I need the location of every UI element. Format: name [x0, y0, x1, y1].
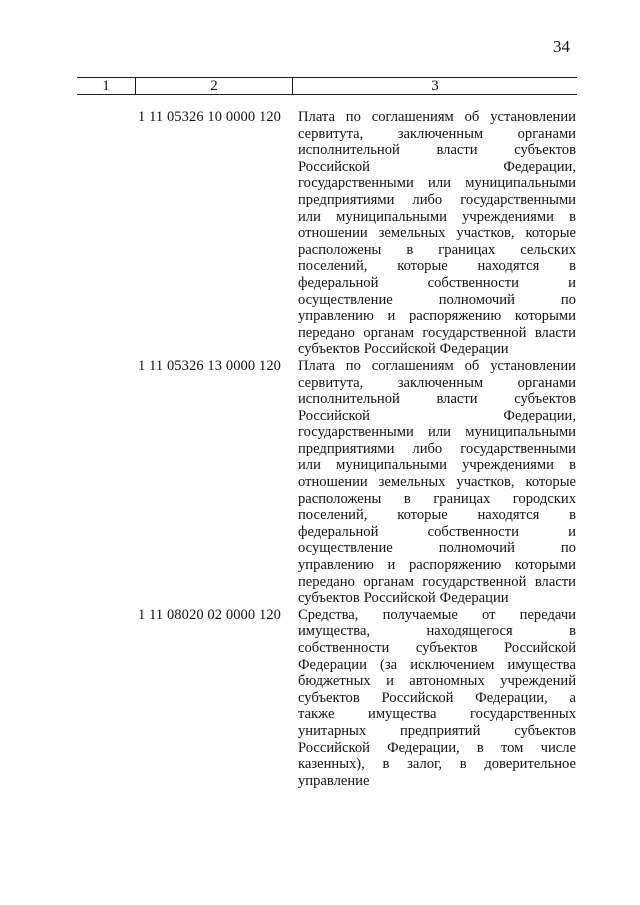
word: земельных [378, 474, 446, 491]
word: находящегося [426, 623, 513, 640]
word: учреждениями [462, 208, 554, 225]
description-line [298, 773, 576, 790]
description-line [298, 391, 576, 408]
word: в [569, 507, 576, 524]
word: собственности [427, 523, 519, 540]
description-line [298, 706, 576, 723]
word: заключенным [397, 125, 484, 142]
word: или [428, 424, 451, 441]
description-line [298, 424, 576, 441]
word: в [406, 241, 414, 258]
word: в [476, 739, 484, 756]
word: доверительное [484, 756, 576, 773]
word: и [568, 523, 576, 540]
word: в [459, 756, 467, 773]
word: в [382, 756, 390, 773]
column-header-1: 1 [102, 77, 110, 94]
word: числе [540, 739, 576, 756]
word: осуществление [298, 540, 393, 557]
description-line [298, 723, 576, 740]
word: поселений, [298, 258, 368, 275]
description-line [298, 457, 576, 474]
word: соглашениям [371, 357, 454, 374]
budget-code: 1 11 05326 13 0000 120 [138, 357, 282, 374]
word: передано [298, 573, 355, 590]
description-line [298, 607, 576, 624]
word: субъектов [514, 142, 576, 159]
word: органам [363, 324, 414, 341]
word: установлении [490, 109, 576, 125]
description-line [298, 159, 576, 176]
word: муниципальными [336, 457, 447, 474]
word: границах [438, 241, 496, 258]
word: исполнительной [298, 142, 400, 159]
word: в [569, 258, 576, 275]
table-row [138, 358, 578, 607]
description-line [298, 574, 576, 591]
word: в [569, 208, 576, 225]
table-row [138, 109, 578, 358]
word: учреждениями [462, 457, 554, 474]
word: субъектов [514, 391, 576, 408]
word: Федерации, [503, 158, 576, 175]
word: том [500, 739, 524, 756]
description-line [298, 590, 576, 607]
word: полномочий [438, 291, 515, 308]
word: осуществление [298, 291, 393, 308]
word: органами [517, 125, 576, 142]
word: муниципальными [465, 424, 576, 441]
budget-code: 1 11 05326 10 0000 120 [138, 109, 282, 125]
word: отношении [298, 474, 368, 491]
word: государственной [422, 573, 527, 590]
word: находятся [477, 507, 540, 524]
word: по [560, 540, 576, 557]
word: Федерации, [503, 407, 576, 424]
word: управлению [298, 557, 374, 574]
word: которые [397, 507, 448, 524]
description-line [298, 258, 576, 275]
word: федеральной [298, 523, 379, 540]
description-line [298, 175, 576, 192]
word: которые [397, 258, 448, 275]
word: предприятиями [298, 440, 395, 457]
word: заключенным [397, 374, 484, 391]
word: сервитута, [298, 125, 364, 142]
word: Российской [298, 739, 370, 756]
word: государственной [422, 324, 527, 341]
description-line [298, 474, 576, 491]
word: предприятиями [298, 191, 395, 208]
word: Российской [381, 689, 454, 706]
word: управлению [298, 308, 374, 325]
word: Российской [504, 640, 576, 656]
word: исключением [410, 656, 495, 673]
word: власти [534, 324, 576, 341]
word: федеральной [298, 274, 379, 291]
description-line [298, 623, 576, 640]
word: сервитута, [298, 374, 364, 391]
word: которыми [514, 308, 576, 325]
description-line [298, 756, 576, 773]
word: в [569, 623, 576, 640]
word: и [387, 557, 396, 574]
word: границах [433, 490, 491, 507]
word: которыми [514, 557, 576, 574]
word: предприятий [399, 722, 481, 739]
description-line [298, 109, 576, 126]
word: государственными [460, 191, 576, 208]
word: власти [534, 573, 576, 590]
word: по [560, 291, 576, 308]
description-line [298, 690, 576, 707]
word: получаемые [382, 606, 458, 623]
word: органами [517, 374, 576, 391]
word: по [345, 357, 361, 374]
word: распоряжению [408, 308, 502, 325]
word: субъектов [514, 722, 576, 739]
description-line [298, 507, 576, 524]
word: муниципальными [336, 208, 447, 225]
table-row [138, 607, 578, 790]
word: находятся [477, 258, 540, 275]
description-line [298, 225, 576, 242]
description-line [298, 740, 576, 757]
word: собственности [427, 274, 519, 291]
word: власти [436, 391, 478, 408]
word: органам [363, 573, 414, 590]
word: Федерации, [475, 689, 548, 706]
word: власти [436, 142, 478, 159]
word: отношении [298, 225, 368, 242]
word: об [464, 109, 480, 125]
word: либо [412, 440, 443, 457]
word: унитарных [298, 722, 367, 739]
word: полномочий [438, 540, 515, 557]
word: поселений, [298, 507, 368, 524]
word: (за [380, 656, 398, 673]
description-line [298, 540, 576, 557]
word: государственными [460, 440, 576, 457]
word: распоряжению [408, 557, 502, 574]
description-line [298, 292, 576, 309]
word: и [386, 673, 394, 690]
description-line [298, 192, 576, 209]
word: и [568, 274, 576, 291]
description-line [298, 142, 576, 159]
word: земельных [378, 225, 446, 242]
description-line [298, 673, 576, 690]
column-header-2: 2 [135, 78, 292, 94]
word: субъектов [298, 590, 360, 607]
word: государственных [469, 706, 576, 723]
description-line [298, 358, 576, 375]
word: которые [525, 225, 576, 242]
word: имущества [507, 656, 576, 673]
word: по [345, 109, 361, 125]
budget-code: 1 11 08020 02 0000 120 [138, 606, 282, 623]
word: Плата [298, 109, 335, 125]
description-line [298, 524, 576, 541]
word: Российской [298, 407, 370, 424]
page-number: 34 [553, 37, 570, 56]
table-body [138, 109, 578, 789]
word: установлении [490, 357, 576, 374]
word: Федерации [298, 656, 367, 673]
word: участков, [456, 474, 515, 491]
word: Российской [298, 158, 370, 175]
word: или [298, 208, 321, 225]
word: или [298, 457, 321, 474]
word: и [387, 308, 396, 325]
word: участков, [456, 225, 515, 242]
description-line [298, 441, 576, 458]
word: либо [412, 191, 443, 208]
word: городских [512, 490, 576, 507]
word: передачи [519, 606, 576, 623]
word: субъектов [298, 689, 360, 706]
description-line [298, 308, 576, 325]
word: сельских [520, 241, 576, 258]
table-header [77, 77, 577, 95]
word: передано [298, 324, 355, 341]
word: расположены [298, 490, 382, 507]
revenue-description [298, 607, 576, 790]
word: расположены [298, 241, 382, 258]
word: Федерации, [387, 739, 460, 756]
column-header-3: 3 [292, 78, 577, 94]
description-line [298, 640, 576, 657]
word: Федерации [439, 341, 509, 358]
word: имущества, [298, 623, 371, 640]
word: автономных [409, 673, 485, 690]
word: учреждений [500, 673, 576, 690]
word: государственными [298, 175, 414, 192]
word: Средства, [298, 606, 359, 623]
word: в [569, 457, 576, 474]
description-line [298, 126, 576, 143]
description-line [298, 657, 576, 674]
description-line [298, 375, 576, 392]
word: бюджетных [298, 673, 371, 690]
word: или [428, 175, 451, 192]
word: государственными [298, 424, 414, 441]
revenue-description [298, 109, 576, 358]
word: собственности [298, 640, 390, 656]
word: в [403, 490, 411, 507]
word: об [464, 357, 480, 374]
description-line [298, 557, 576, 574]
word: Федерации [439, 590, 509, 607]
description-line [298, 491, 576, 508]
word: Российской [363, 341, 436, 358]
revenue-description [298, 358, 576, 607]
description-line [298, 242, 576, 259]
word: от [482, 606, 496, 623]
word: имущества [368, 706, 437, 723]
word: соглашениям [371, 109, 454, 125]
word: Российской [363, 590, 436, 607]
description-line [298, 209, 576, 226]
description-line [298, 408, 576, 425]
word: исполнительной [298, 391, 400, 408]
word: залог, [407, 756, 443, 773]
word: субъектов [298, 341, 360, 358]
word: которые [525, 474, 576, 491]
description-line [298, 341, 576, 358]
word: также [298, 706, 335, 723]
word: субъектов [415, 640, 478, 656]
description-line [298, 275, 576, 292]
word: а [569, 689, 576, 706]
word: управление [298, 772, 370, 789]
word: казенных), [298, 756, 365, 773]
word: муниципальными [465, 175, 576, 192]
word: Плата [298, 357, 335, 374]
description-line [298, 325, 576, 342]
